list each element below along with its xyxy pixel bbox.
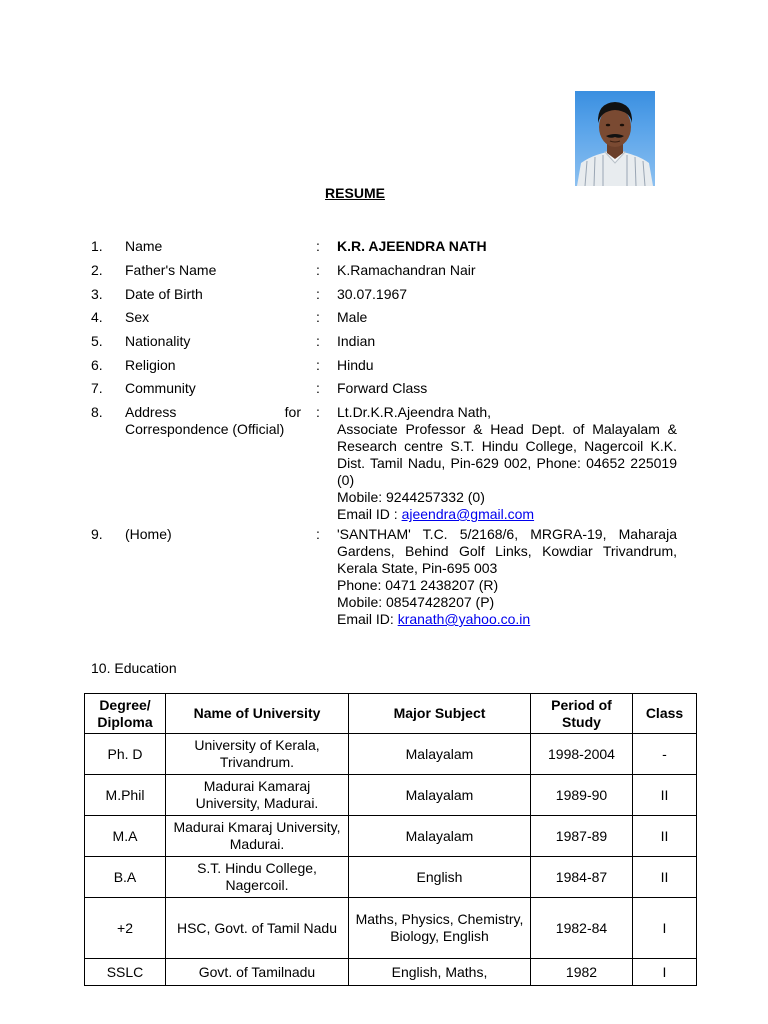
email-label: Email ID:: [337, 611, 398, 627]
table-cell: 1987-89: [531, 816, 633, 857]
address-label-word: Address: [125, 404, 177, 420]
table-cell: +2: [85, 898, 166, 959]
table-cell: 1998-2004: [531, 734, 633, 775]
field-value: Forward Class: [337, 380, 428, 396]
address-home-body: 'SANTHAM' T.C. 5/2168/6, MRGRA-19, Maharaja Gardens, Behind Golf Links, Kowdiar Trivandrum, Kerala State, Pin-695 003: [337, 526, 677, 576]
colon: :: [316, 526, 320, 542]
address-label-for: for: [284, 404, 301, 420]
field-label: Father's Name: [125, 262, 217, 278]
table-cell: M.Phil: [85, 775, 166, 816]
page-title: RESUME: [325, 185, 385, 201]
table-cell: II: [633, 857, 697, 898]
field-label: Community: [125, 380, 196, 396]
table-cell: B.A: [85, 857, 166, 898]
table-cell: English, Maths,: [349, 959, 531, 986]
address-home-phone: Phone: 0471 2438207 (R): [337, 577, 499, 593]
field-label: Date of Birth: [125, 286, 203, 302]
table-cell: HSC, Govt. of Tamil Nadu: [166, 898, 349, 959]
field-value: K.Ramachandran Nair: [337, 262, 476, 278]
table-cell: Malayalam: [349, 775, 531, 816]
table-cell: 1989-90: [531, 775, 633, 816]
table-cell: I: [633, 898, 697, 959]
row-number: 8.: [91, 404, 103, 420]
table-cell: University of Kerala, Trivandrum.: [166, 734, 349, 775]
column-header: Class: [633, 694, 697, 734]
field-value: 30.07.1967: [337, 286, 408, 302]
address-official-name: Lt.Dr.K.R.Ajeendra Nath,: [337, 404, 492, 420]
table-cell: Govt. of Tamilnadu: [166, 959, 349, 986]
row-number: 4.: [91, 309, 103, 325]
row-number: 1.: [91, 238, 103, 254]
table-cell: Madurai Kamaraj University, Madurai.: [166, 775, 349, 816]
table-cell: I: [633, 959, 697, 986]
field-label: Nationality: [125, 333, 191, 349]
table-cell: -: [633, 734, 697, 775]
table-cell: Ph. D: [85, 734, 166, 775]
colon: :: [316, 357, 320, 373]
education-heading: 10. Education: [91, 660, 177, 676]
column-header: Period of Study: [531, 694, 633, 734]
table-cell: 1982-84: [531, 898, 633, 959]
colon: :: [316, 333, 320, 349]
home-email-link[interactable]: kranath@yahoo.co.in: [397, 611, 531, 627]
address-official-email: [337, 506, 677, 523]
colon: :: [316, 404, 320, 420]
table-row: [85, 734, 697, 775]
colon: :: [316, 380, 320, 396]
colon: :: [316, 238, 320, 254]
address-home-mobile: Mobile: 08547428207 (P): [337, 594, 495, 610]
table-cell: Maths, Physics, Chemistry, Biology, English: [349, 898, 531, 959]
field-label: Religion: [125, 357, 176, 373]
column-header: Major Subject: [349, 694, 531, 734]
table-row: [85, 816, 697, 857]
table-cell: 1984-87: [531, 857, 633, 898]
table-cell: Malayalam: [349, 734, 531, 775]
address-label-correspondence: Correspondence (Official): [125, 421, 285, 437]
address-home-email: [337, 611, 677, 628]
address-home-label: (Home): [125, 526, 172, 542]
address-official-mobile: Mobile: 9244257332 (0): [337, 489, 485, 505]
row-number: 6.: [91, 357, 103, 373]
table-cell: II: [633, 816, 697, 857]
colon: :: [316, 286, 320, 302]
table-cell: Malayalam: [349, 816, 531, 857]
field-label: Sex: [125, 309, 150, 325]
field-label: Name: [125, 238, 163, 254]
field-value: K.R. AJEENDRA NATH: [337, 238, 487, 254]
table-cell: 1982: [531, 959, 633, 986]
field-value: Indian: [337, 333, 376, 349]
row-number: 5.: [91, 333, 103, 349]
table-cell: English: [349, 857, 531, 898]
colon: :: [316, 309, 320, 325]
field-value: Hindu: [337, 357, 374, 373]
table-row: [85, 898, 697, 959]
table-cell: SSLC: [85, 959, 166, 986]
field-value: Male: [337, 309, 368, 325]
row-number: 3.: [91, 286, 103, 302]
row-number: 2.: [91, 262, 103, 278]
table-row: [85, 959, 697, 986]
address-official-body: Associate Professor & Head Dept. of Malayalam & Research centre S.T. Hindu College, Nagercoil K.K. Dist. Tamil Nadu, Pin-629 002, Phone: 04652 225019 (0): [337, 421, 677, 488]
address-official-label: [125, 404, 301, 438]
table-cell: II: [633, 775, 697, 816]
portrait-photo-icon: [575, 91, 655, 186]
colon: :: [316, 262, 320, 278]
table-row: [85, 857, 697, 898]
table-row: [85, 775, 697, 816]
address-home-value: [337, 526, 677, 628]
row-number: 9.: [91, 526, 103, 542]
official-email-link[interactable]: ajeendra@gmail.com: [401, 506, 535, 522]
row-number: 7.: [91, 380, 103, 396]
table-header-row: [85, 694, 697, 734]
table-cell: Madurai Kmaraj University, Madurai.: [166, 816, 349, 857]
education-table: [84, 693, 697, 986]
column-header: Name of University: [166, 694, 349, 734]
table-cell: S.T. Hindu College, Nagercoil.: [166, 857, 349, 898]
table-cell: M.A: [85, 816, 166, 857]
column-header: Degree/ Diploma: [85, 694, 166, 734]
email-label: Email ID :: [337, 506, 402, 522]
address-official-value: [337, 404, 677, 523]
